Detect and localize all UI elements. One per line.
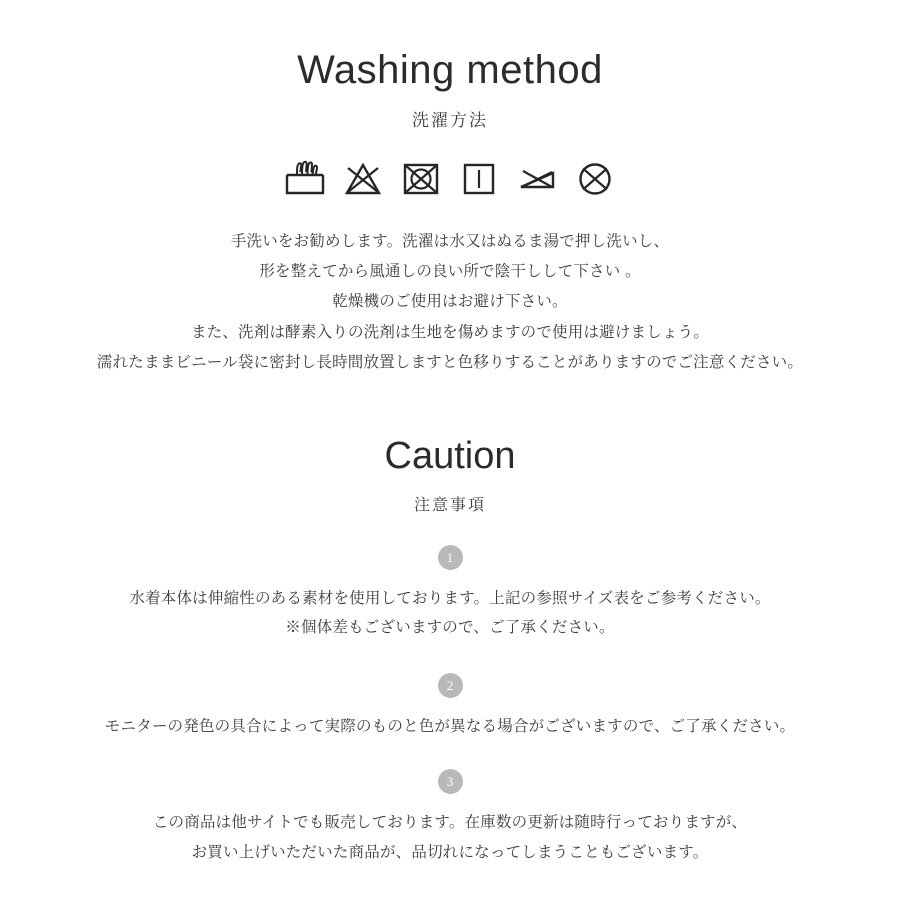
no-iron-icon	[515, 159, 559, 199]
washing-method-section	[0, 0, 900, 378]
note-number-badge: 3	[438, 769, 463, 794]
no-tumble-dry-icon	[399, 159, 443, 199]
care-symbol-row	[0, 159, 900, 199]
washing-line: 形を整えてから風通しの良い所で陰干しして下さい 。	[259, 263, 641, 281]
caution-note-text	[0, 808, 900, 867]
caution-note-line: モニターの発色の具合によって実際のものと色が異なる場合がございますので、ご了承ください。	[104, 717, 796, 735]
caution-note-2	[0, 673, 900, 741]
caution-note-line: ※個体差もございますので、ご了承ください。	[285, 619, 615, 637]
note-number-badge: 1	[438, 545, 463, 570]
no-dry-clean-icon	[573, 159, 617, 199]
caution-note-line: 水着本体は伸縮性のある素材を使用しております。上記の参照サイズ表をご参考ください。	[129, 589, 771, 607]
caution-title-ja: 注意事項	[413, 496, 486, 514]
washing-line: 手洗いをお勧めします。洗濯は水又はぬるま湯で押し洗いし、	[230, 233, 670, 250]
caution-note-text	[0, 584, 900, 643]
washing-instructions-text	[0, 227, 900, 378]
washing-title-en: Washing method	[297, 48, 603, 92]
hand-wash-icon	[283, 159, 327, 199]
caution-note-3	[0, 769, 900, 867]
caution-note-1	[0, 545, 900, 643]
caution-note-line: お買い上げいただいた商品が、品切れになってしまうこともございます。	[191, 843, 709, 861]
washing-title-ja: 洗濯方法	[412, 111, 488, 130]
drip-dry-in-shade-icon	[457, 159, 501, 199]
note-number-badge: 2	[438, 673, 463, 698]
caution-note-text	[0, 712, 900, 741]
washing-line: また、洗剤は酵素入りの洗剤は生地を傷めますので使用は避けましょう。	[190, 323, 710, 341]
caution-section	[0, 436, 900, 867]
washing-line: 濡れたままビニール袋に密封し長時間放置しますと色移りすることがありますのでご注意ください。	[96, 353, 804, 371]
no-bleach-icon	[341, 159, 385, 199]
caution-note-line: この商品は他サイトでも販売しております。在庫数の更新は随時行っておりますが、	[152, 814, 748, 832]
washing-line: 乾燥機のご使用はお避け下さい。	[332, 293, 568, 311]
caution-title-en: Caution	[384, 435, 516, 478]
